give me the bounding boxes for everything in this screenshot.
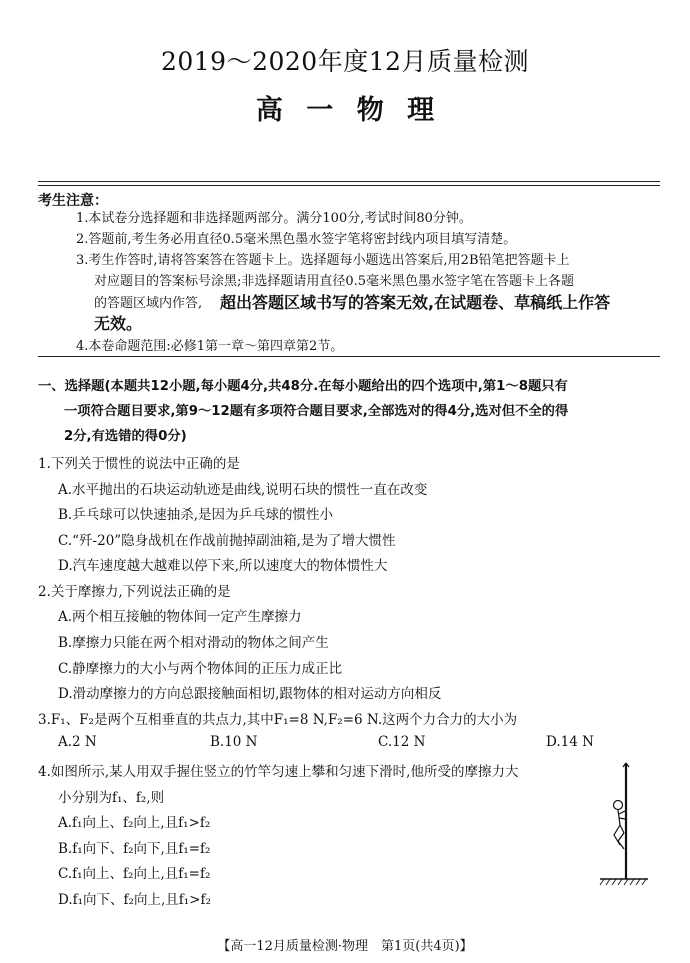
notice-item-3-cont-2: 的答题区域内作答, [94, 296, 203, 311]
question-3-option-a: A.2 N [58, 734, 97, 750]
notice-item-1: 1.本试卷分选择题和非选择题两部分。满分100分,考试时间80分钟。 [76, 211, 472, 226]
question-2-option-d: D.滑动摩擦力的方向总跟接触面相切,跟物体的相对运动方向相反 [58, 686, 442, 702]
question-4-stem-cont: 小分别为f₁、f₂,则 [58, 790, 165, 806]
question-2-option-a: A.两个相互接触的物体间一定产生摩擦力 [58, 609, 302, 625]
question-3-option-c: C.12 N [378, 734, 426, 750]
question-3-stem: 3.F₁、F₂是两个互相垂直的共点力,其中F₁=8 N,F₂=6 N.这两个力合力的大小为 [38, 712, 518, 728]
notice-divider [38, 356, 660, 357]
section-heading-line-3: 2分,有选错的得0分) [64, 429, 187, 444]
question-1-stem: 1.下列关于惯性的说法中正确的是 [38, 456, 240, 472]
question-2-stem: 2.关于摩擦力,下列说法正确的是 [38, 584, 231, 600]
notice-item-3-cont-1: 对应题目的答案标号涂黑;非选择题请用直径0.5毫米黑色墨水签字笔在答题卡上各题 [94, 274, 575, 289]
notice-emphasis-end: 无效。 [94, 314, 143, 333]
question-2-option-b: B.摩擦力只能在两个相对滑动的物体之间产生 [58, 635, 329, 651]
question-4-option-a: A.f₁向上、f₂向上,且f₁>f₂ [58, 815, 211, 831]
climber-arms [619, 811, 625, 819]
question-4-option-d: D.f₁向下、f₂向上,且f₁>f₂ [58, 892, 211, 908]
ground-hatching [600, 879, 646, 885]
question-4-option-b: B.f₁向下、f₂向下,且f₁=f₂ [58, 841, 211, 857]
subject-title: 高 一 物 理 [255, 95, 435, 126]
notice-heading: 考生注意： [38, 193, 108, 209]
notice-item-3: 3.考生作答时,请将答案答在答题卡上。选择题每小题选出答案后,用2B铅笔把答题卡上 [76, 253, 570, 268]
question-4-option-c: C.f₁向上、f₂向上,且f₁=f₂ [58, 866, 211, 882]
section-heading-line-2: 一项符合题目要求,第9～12题有多项符合题目要求,全部选对的得4分,选对但不全的得 [64, 404, 569, 419]
question-1-option-b: B.乒乓球可以快速抽杀,是因为乒乓球的惯性小 [58, 507, 334, 523]
question-4-stem: 4.如图所示,某人用双手握住竖立的竹竿匀速上攀和匀速下滑时,他所受的摩擦力大 [38, 764, 519, 780]
question-2-option-c: C.静摩擦力的大小与两个物体间的正压力成正比 [58, 661, 343, 677]
pole-climber-figure [596, 761, 650, 889]
section-heading: 一、选择题(本题共12小题,每小题4分,共48分.在每小题给出的四个选项中,第1～8题只有 [38, 379, 568, 394]
question-1-option-d: D.汽车速度越大越难以停下来,所以速度大的物体惯性大 [58, 558, 388, 574]
question-3-option-d: D.14 N [546, 734, 594, 750]
climber-head [614, 801, 623, 810]
question-3-option-b: B.10 N [210, 734, 258, 750]
notice-item-2: 2.答题前,考生务必用直径0.5毫米黑色墨水签字笔将密封线内项目填写清楚。 [76, 232, 517, 247]
climber-legs [614, 825, 624, 849]
exam-title: 2019～2020年度12月质量检测 [160, 47, 530, 76]
notice-item-4: 4.本卷命题范围:必修1第一章～第四章第2节。 [76, 339, 344, 354]
page-footer: 【高一12月质量检测·物理 第1页(共4页)】 [217, 939, 473, 954]
notice-emphasis: 超出答题区域书写的答案无效,在试题卷、草稿纸上作答 [220, 293, 611, 312]
question-1-option-a: A.水平抛出的石块运动轨迹是曲线,说明石块的惯性一直在改变 [58, 482, 428, 498]
header-divider [38, 181, 660, 186]
question-1-option-c: C.“歼-20”隐身战机在作战前抛掉副油箱,是为了增大惯性 [58, 533, 396, 549]
